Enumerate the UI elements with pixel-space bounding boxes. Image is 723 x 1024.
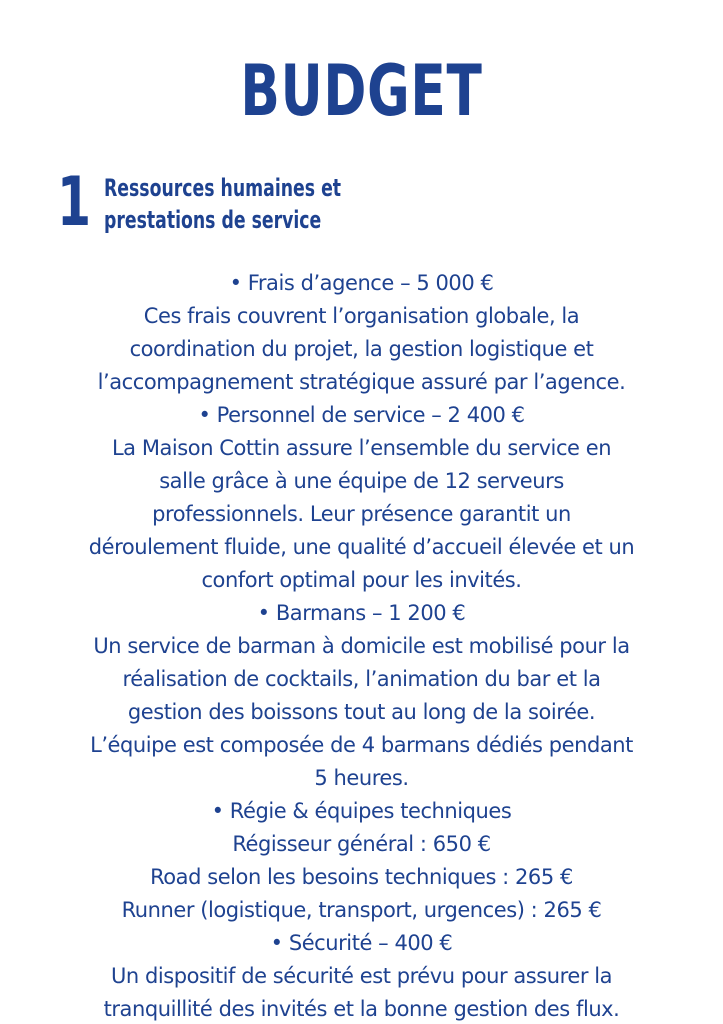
body-line: La Maison Cottin assure l’ensemble du service en (111, 436, 612, 460)
body-line: déroulement fluide, une qualité d’accueil élevée et un (88, 535, 635, 559)
section-title-line: Ressources humaines et (104, 174, 342, 202)
body-line: professionnels. Leur présence garantit un (152, 502, 571, 526)
body-line: Runner (logistique, transport, urgences) : 265 € (121, 898, 602, 922)
body-line: Régisseur général : 650 € (232, 832, 491, 856)
body-line: 5 heures. (314, 766, 409, 790)
budget-item-heading: • Frais d’agence – 5 000 € (229, 271, 494, 295)
section-title-line: prestations de service (104, 206, 322, 234)
body-line: confort optimal pour les invités. (201, 568, 522, 592)
body-line: Road selon les besoins techniques : 265 € (150, 865, 573, 889)
body-line: réalisation de cocktails, l’animation du bar et la (122, 667, 601, 691)
page-title: BUDGET (240, 50, 483, 132)
body-line: L’équipe est composée de 4 barmans dédiés pendant (90, 733, 633, 757)
body-line: salle grâce à une équipe de 12 serveurs (159, 469, 564, 493)
body-line: coordination du projet, la gestion logistique et (129, 337, 594, 361)
budget-item-heading: • Régie & équipes techniques (211, 799, 512, 823)
body-line: l’accompagnement stratégique assuré par l’agence. (97, 370, 626, 394)
body-line: Ces frais couvrent l’organisation globale, la (143, 304, 580, 328)
section-number: 1 (57, 163, 92, 242)
budget-body (20, 267, 703, 1024)
section-title (104, 172, 392, 236)
body-line: tranquillité des invités et la bonne gestion des flux. (103, 997, 620, 1021)
body-line: Un service de barman à domicile est mobilisé pour la (93, 634, 630, 658)
body-line: gestion des boissons tout au long de la soirée. (127, 700, 596, 724)
budget-item-heading: • Barmans – 1 200 € (257, 601, 466, 625)
body-line: Un dispositif de sécurité est prévu pour assurer la (110, 964, 613, 988)
budget-item-heading: • Personnel de service – 2 400 € (198, 403, 525, 427)
budget-item-heading: • Sécurité – 400 € (270, 931, 453, 955)
